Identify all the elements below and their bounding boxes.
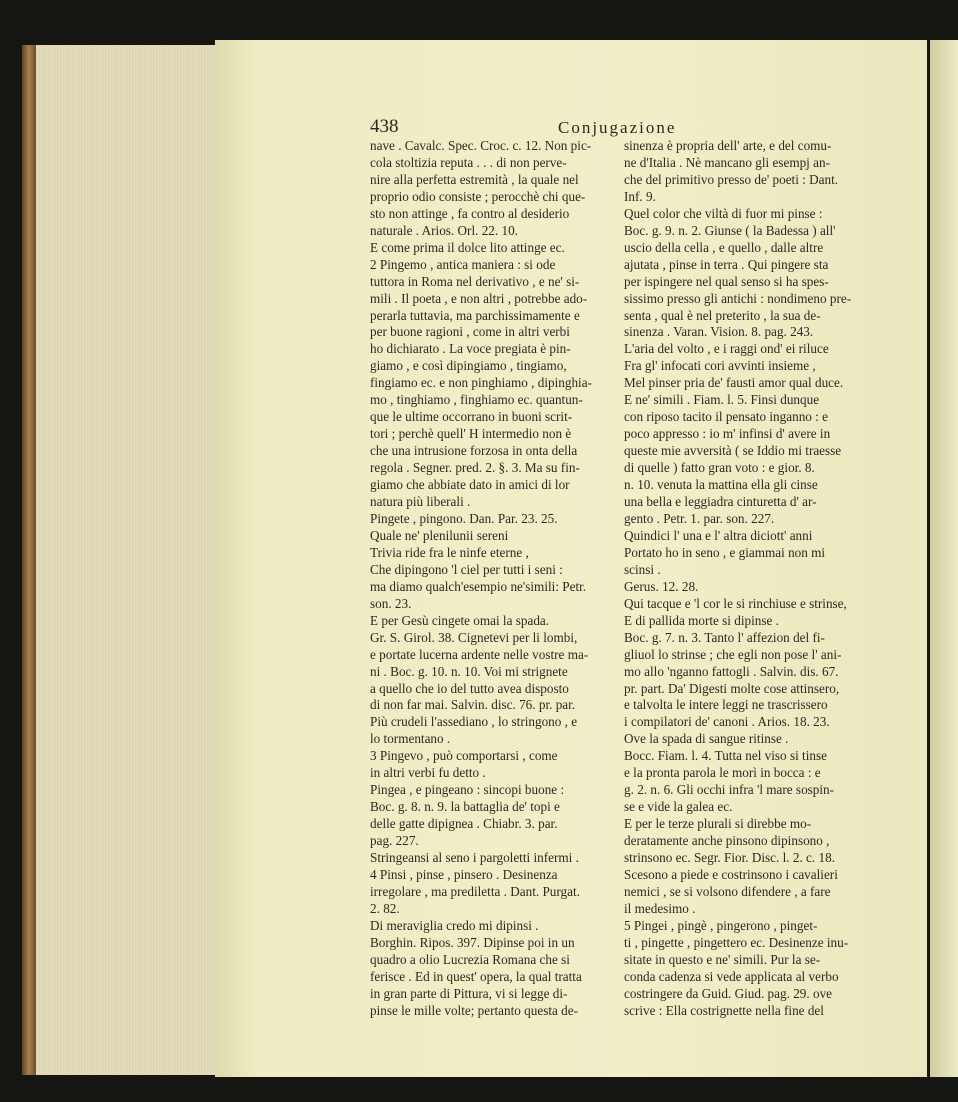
text-line: E di pallida morte si dipinse . — [624, 612, 779, 628]
text-line: ti , pingette , pingettero ec. Desinenze inu- — [624, 934, 849, 950]
page-number: 438 — [370, 116, 399, 137]
text-line: Scesono a piede e costrinsono i cavalieri — [624, 866, 838, 882]
text-line: giamo che abbiate dato in amici di lor — [370, 477, 570, 493]
text-line: g. 2. n. 6. Gli occhi infra 'l mare sospin- — [624, 782, 835, 798]
text-line: natura più liberali . — [370, 494, 471, 510]
text-line: mili . Il poeta , e non altri , potrebbe ado- — [370, 290, 588, 306]
text-line: ajutata , pinse in terra . Qui pingere sta — [624, 256, 829, 272]
text-line: lo tormentano . — [370, 731, 451, 747]
text-line: uscio della cella , e quello , dalle altre — [624, 239, 824, 255]
running-title: Conjugazione — [558, 118, 677, 137]
text-line: Pingete , pingono. Dan. Par. 23. 25. — [370, 510, 558, 526]
text-line: per buone ragioni , come in altri verbi — [370, 324, 570, 340]
text-line: scrive : Ella costrignette nella fine del — [624, 1002, 824, 1018]
text-line: ne d'Italia . Nè mancano gli esempj an- — [624, 154, 830, 170]
text-line: e portate lucerna ardente nelle vostre ma- — [370, 646, 589, 662]
text-line: deratamente anche pinsono dipinsono , — [624, 833, 830, 849]
text-line: nire alla perfetta estremità , la quale nel — [370, 171, 579, 187]
text-line: di non far mai. Salvin. disc. 76. pr. par. — [370, 697, 576, 713]
text-line: Stringeansi al seno i pargoletti infermi . — [370, 850, 579, 866]
text-line: 3 Pingevo , può comportarsi , come — [370, 748, 558, 764]
text-line: Portato ho in seno , e giammai non mi — [624, 544, 826, 560]
text-line: mo , tinghiamo , finghiamo ec. quantun- — [370, 392, 583, 408]
text-line: son. 23. — [370, 595, 412, 611]
text-line: conda cadenza si vede applicata al verbo — [624, 968, 839, 984]
text-line: poco appresso : io m' infinsi d' avere in — [624, 426, 831, 442]
text-line: sinenza è propria dell' arte, e del comu- — [624, 138, 832, 153]
text-line: se e vide la galea ec. — [624, 799, 733, 815]
text-line: Quale ne' plenilunii sereni — [370, 527, 509, 543]
text-line: tori ; perchè quell' H intermedio non è — [370, 426, 572, 442]
text-line: ma diamo qualch'esempio ne'simili: Petr. — [370, 578, 587, 594]
text-line: delle gatte dipignea . Chiabr. 3. par. — [370, 816, 558, 832]
text-line: pag. 227. — [370, 833, 419, 849]
text-line: Quindici l' una e l' altra diciott' anni — [624, 527, 813, 543]
text-line: Più crudeli l'assediano , lo stringono , e — [370, 714, 578, 730]
text-line: gliuol lo strinse ; che egli non pose l' ani- — [624, 646, 842, 662]
text-line: Mel pinser pria de' fausti amor qual duce. — [624, 375, 844, 391]
text-line: 2. 82. — [370, 900, 400, 916]
left-text-column — [370, 138, 626, 1020]
text-line: che del primitivo presso de' poeti : Dant. — [624, 171, 839, 187]
text-line: Boc. g. 8. n. 9. la battaglia de' topi e — [370, 799, 560, 815]
text-line: Boc. g. 7. n. 3. Tanto l' affezion del fi- — [624, 629, 825, 645]
text-line: Bocc. Fiam. l. 4. Tutta nel viso si tinse — [624, 748, 827, 764]
text-line: 5 Pingei , pingè , pingerono , pinget- — [624, 917, 818, 933]
text-line: sitate in questo e ne' simili. Pur la se- — [624, 951, 821, 967]
text-line: Qui tacque e 'l cor le si rinchiuse e strinse, — [624, 595, 847, 611]
text-line: 4 Pinsi , pinse , pinsero . Desinenza — [370, 866, 558, 882]
text-line: naturale . Arios. Orl. 22. 10. — [370, 222, 518, 238]
book-fore-edge — [22, 45, 222, 1075]
text-line: perarla tuttavia, ma parchissimamente e — [370, 307, 580, 323]
text-line: E ne' simili . Fiam. l. 5. Finsi dunque — [624, 392, 820, 408]
text-line: il medesimo . — [624, 900, 696, 916]
text-line: con riposo tacito il pensato inganno : e — [624, 409, 828, 425]
text-line: n. 10. venuta la mattina ella gli cinse — [624, 477, 818, 493]
text-line: Quel color che viltà di fuor mi pinse : — [624, 205, 823, 221]
text-line: nemici , se si volsono difendere , a fare — [624, 883, 831, 899]
text-line: pr. part. Da' Digesti molte cose attinsero, — [624, 680, 840, 696]
text-line: irregolare , ma prediletta . Dant. Purgat. — [370, 883, 580, 899]
text-line: queste mie avversità ( se Iddio mi traesse — [624, 443, 842, 459]
text-line: una bella e leggiadra cinturetta d' ar- — [624, 494, 817, 510]
text-line: pinse le mille volte; pertanto questa de- — [370, 1002, 579, 1018]
text-line: e talvolta le intere leggi ne trascrissero — [624, 697, 828, 713]
text-line: Ove la spada di sangue ritinse . — [624, 731, 789, 747]
text-line: Boc. g. 9. n. 2. Giunse ( la Badessa ) all' — [624, 222, 836, 238]
text-line: E come prima il dolce lito attinge ec. — [370, 239, 565, 255]
text-line: gento . Petr. 1. par. son. 227. — [624, 510, 775, 526]
text-line: ferisce . Ed in quest' opera, la qual tratta — [370, 968, 582, 984]
text-line: sto non attinge , fa contro al desiderio — [370, 205, 570, 221]
text-line: Gr. S. Girol. 38. Cignetevi per li lombi, — [370, 629, 578, 645]
text-line: per ispingere nel qual senso si ha spes- — [624, 273, 829, 289]
text-line: regola . Segner. pred. 2. §. 3. Ma su fin- — [370, 460, 580, 476]
text-line: costringere da Guid. Giud. pag. 29. ove — [624, 985, 833, 1001]
text-line: L'aria del volto , e i raggi ond' ei riluce — [624, 341, 829, 357]
text-line: E per le terze plurali si direbbe mo- — [624, 816, 812, 832]
text-line: scinsi . — [624, 561, 661, 577]
text-line: di quelle ) fatto gran voto : e gior. 8. — [624, 460, 815, 476]
text-line: senta , qual è nel preterito , la sua de- — [624, 307, 821, 323]
text-line: a quello che io del tutto avea disposto — [370, 680, 569, 696]
text-line: in gran parte di Pittura, vi si legge di- — [370, 985, 568, 1001]
text-line: Pingea , e pingeano : sincopi buone : — [370, 782, 565, 798]
page-header — [370, 116, 710, 138]
facing-page-edge — [930, 40, 958, 1077]
text-line: sissimo presso gli antichi : nondimeno pre- — [624, 290, 852, 306]
text-line: i compilatori de' canoni . Arios. 18. 23. — [624, 714, 830, 730]
text-line: Gerus. 12. 28. — [624, 578, 699, 594]
text-line: in altri verbi fu detto . — [370, 765, 486, 781]
text-line: fingiamo ec. e non pinghiamo , dipinghia- — [370, 375, 592, 391]
text-line: ni . Boc. g. 10. n. 10. Voi mi strignete — [370, 663, 568, 679]
text-line: e la pronta parola le morì in bocca : e — [624, 765, 821, 781]
text-line: que le ultime occorrano in buoni scrit- — [370, 409, 573, 425]
text-line: proprio odio consiste ; perocchè chi que- — [370, 188, 586, 204]
text-line: ho dichiarato . La voce pregiata è pin- — [370, 341, 571, 357]
text-line: Di meraviglia credo mi dipinsi . — [370, 917, 539, 933]
right-text-column — [624, 138, 880, 1020]
text-line: Inf. 9. — [624, 188, 656, 204]
text-line: 2 Pingemo , antica maniera : si ode — [370, 256, 556, 272]
text-line: Fra gl' infocati cori avvinti insieme , — [624, 358, 816, 374]
text-line: Che dipingono 'l ciel per tutti i seni : — [370, 561, 563, 577]
text-line: quadro a olio Lucrezia Romana che si — [370, 951, 570, 967]
text-line: Borghin. Ripos. 397. Dipinse poi in un — [370, 934, 575, 950]
text-line: Trivia ride fra le ninfe eterne , — [370, 544, 529, 560]
text-line: sinenza . Varan. Vision. 8. pag. 243. — [624, 324, 814, 340]
text-line: E per Gesù cingete omai la spada. — [370, 612, 550, 628]
text-line: cola stoltizia reputa . . . di non perve- — [370, 154, 567, 170]
text-line: strinsono ec. Segr. Fior. Disc. l. 2. c. 18. — [624, 850, 835, 866]
text-line: mo allo 'nganno fattogli . Salvin. dis. 67. — [624, 663, 839, 679]
text-line: nave . Cavalc. Spec. Croc. c. 12. Non pic- — [370, 138, 592, 153]
text-line: giamo , e così dipingiamo , tingiamo, — [370, 358, 567, 374]
text-line: che una intrusione forzosa in onta della — [370, 443, 578, 459]
text-line: tuttora in Roma nel derivativo , e ne' si- — [370, 273, 580, 289]
